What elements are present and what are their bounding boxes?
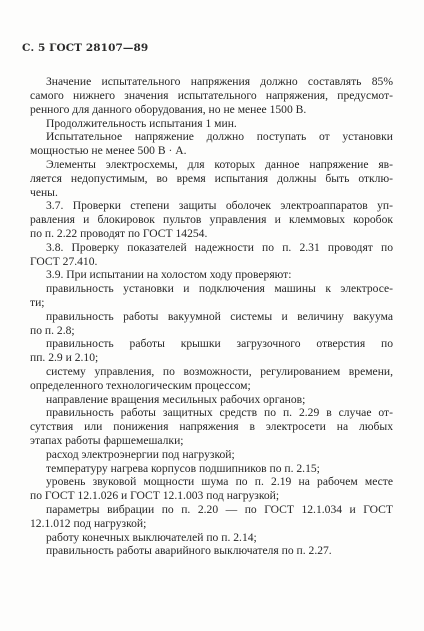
text-line: по ГОСТ 12.1.026 и ГОСТ 12.1.003 под нагрузкой;	[30, 489, 280, 502]
text-line: 3.8. Проверку показателей надежности по п. 2.31 проводят по	[46, 241, 393, 254]
text-line: Значение испытательного напряжения должно составлять 85%	[46, 75, 393, 88]
text-line: правильность работы аварийного выключателя по п. 2.27.	[46, 544, 332, 557]
text-line: ренного для данного оборудования, но не менее 1500 В.	[30, 103, 307, 116]
text-line: Элементы электросхемы, для которых данное напряжение яв-	[46, 158, 393, 171]
text-line: пп. 2.9 и 2.10;	[30, 351, 99, 364]
text-line: сутствия или понижения напряжения в электросети на любых	[30, 420, 393, 433]
text-line: правильность работы вакуумной системы и величину вакуума	[46, 310, 393, 323]
text-line: температуру нагрева корпусов подшипников по п. 2.15;	[46, 462, 320, 475]
page-header: С. 5 ГОСТ 28107—89	[22, 42, 149, 54]
text-line: уровень звуковой мощности шума по п. 2.19 на рабочем месте	[46, 475, 393, 488]
text-line: определенного технологическим процессом;	[30, 379, 251, 392]
text-line: Продолжительность испытания 1 мин.	[46, 117, 237, 130]
text-line: по п. 2.22 проводят по ГОСТ 14254.	[30, 227, 208, 240]
text-line: равления и блокировок пультов управления и клеммовых коробок	[30, 213, 393, 226]
text-line: по п. 2.8;	[30, 324, 75, 337]
text-line: правильность работы крышки загрузочного отверстия по	[46, 337, 393, 350]
text-line: Испытательное напряжение должно поступать от установки	[46, 130, 393, 143]
text-line: ти;	[30, 296, 45, 309]
text-line: ГОСТ 27.410.	[30, 255, 98, 268]
text-line: правильность установки и подключения машины к электросе-	[46, 282, 393, 295]
text-line: ляется недопустимым, во время испытания должны быть отклю-	[30, 172, 393, 185]
text-line: этапах работы фаршемешалки;	[30, 434, 184, 447]
text-line: расход электроэнергии под нагрузкой;	[46, 448, 235, 461]
text-line: систему управления, по возможности, регулированием времени,	[46, 365, 393, 378]
text-line: параметры вибрации по п. 2.20 — по ГОСТ 12.1.034 и ГОСТ	[46, 503, 393, 516]
text-line: направление вращения месильных рабочих органов;	[46, 393, 306, 406]
text-line: 3.9. При испытании на холостом ходу проверяют:	[46, 268, 292, 281]
text-line: самого нижнего значения испытательного напряжения, предусмот-	[30, 89, 393, 102]
text-line: мощностью не менее 500 В · А.	[30, 144, 187, 157]
text-line: 3.7. Проверки степени защиты оболочек электроаппаратов уп-	[46, 199, 393, 212]
text-line: чены.	[30, 186, 58, 199]
text-line: работу конечных выключателей по п. 2.14;	[46, 531, 257, 544]
text-line: правильность работы защитных средств по п. 2.29 в случае от-	[46, 406, 393, 419]
text-line: 12.1.012 под нагрузкой;	[30, 517, 147, 530]
